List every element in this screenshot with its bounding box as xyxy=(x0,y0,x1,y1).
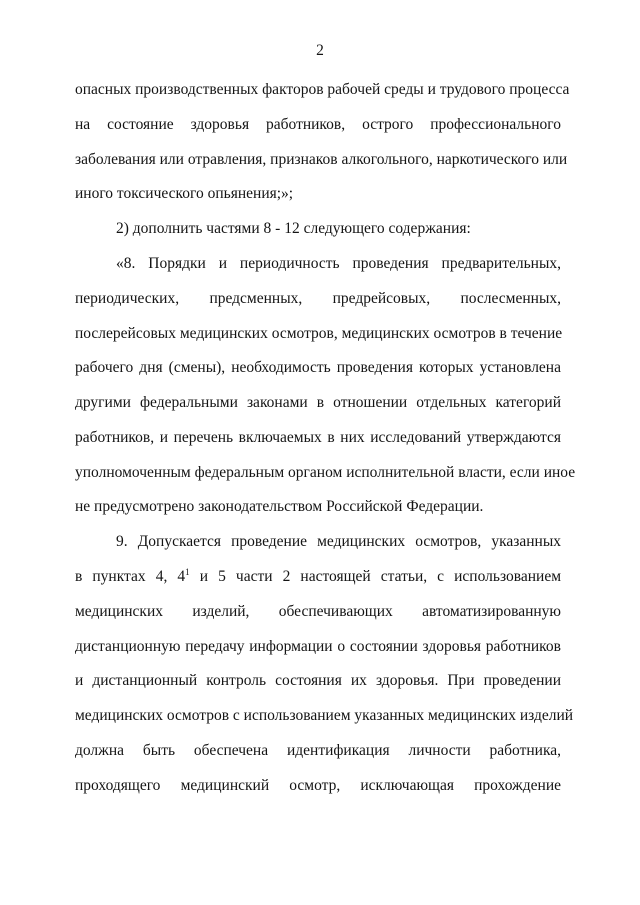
text-line: послерейсовых медицинских осмотров, медицинских осмотров в течение xyxy=(75,325,563,342)
text-line xyxy=(75,567,561,587)
text-line: другими федеральными законами в отношении отдельных категорий xyxy=(75,394,561,411)
text-line: периодических, предсменных, предрейсовых, послесменных, xyxy=(75,290,561,307)
text-line: опасных производственных факторов рабочей среды и трудового процесса xyxy=(75,81,570,98)
text-line: медицинских изделий, обеспечивающих автоматизированную xyxy=(75,603,561,620)
text-line: 2) дополнить частями 8 - 12 следующего содержания: xyxy=(116,220,471,237)
text-line: проходящего медицинский осмотр, исключающая прохождение xyxy=(75,777,561,794)
text-line: уполномоченным федеральным органом исполнительной власти, если иное xyxy=(75,464,576,481)
text-line: «8. Порядки и периодичность проведения предварительных, xyxy=(116,255,561,272)
page-number: 2 xyxy=(316,42,324,59)
text-line: иного токсического опьянения;»; xyxy=(75,185,294,202)
text-line: заболевания или отравления, признаков алкогольного, наркотического или xyxy=(75,151,568,168)
text-line: должна быть обеспечена идентификация личности работника, xyxy=(75,742,561,759)
text-line: 9. Допускается проведение медицинских осмотров, указанных xyxy=(116,533,561,550)
text-line: медицинских осмотров с использованием указанных медицинских изделий xyxy=(75,707,574,724)
text-line: и дистанционный контроль состояния их здоровья. При проведении xyxy=(75,672,561,689)
text-segment: и 5 части 2 настоящей статьи, с использованием xyxy=(189,568,562,585)
text-line: дистанционную передачу информации о состоянии здоровья работников xyxy=(75,638,561,655)
superscript: 1 xyxy=(185,567,190,577)
text-line: работников, и перечень включаемых в них исследований утверждаются xyxy=(75,429,561,446)
text-line: рабочего дня (смены), необходимость проведения которых установлена xyxy=(75,359,561,376)
text-line: не предусмотрено законодательством Российской Федерации. xyxy=(75,498,484,515)
text-line: на состояние здоровья работников, острого профессионального xyxy=(75,116,561,133)
text-segment: в пунктах 4, 4 xyxy=(75,568,186,585)
